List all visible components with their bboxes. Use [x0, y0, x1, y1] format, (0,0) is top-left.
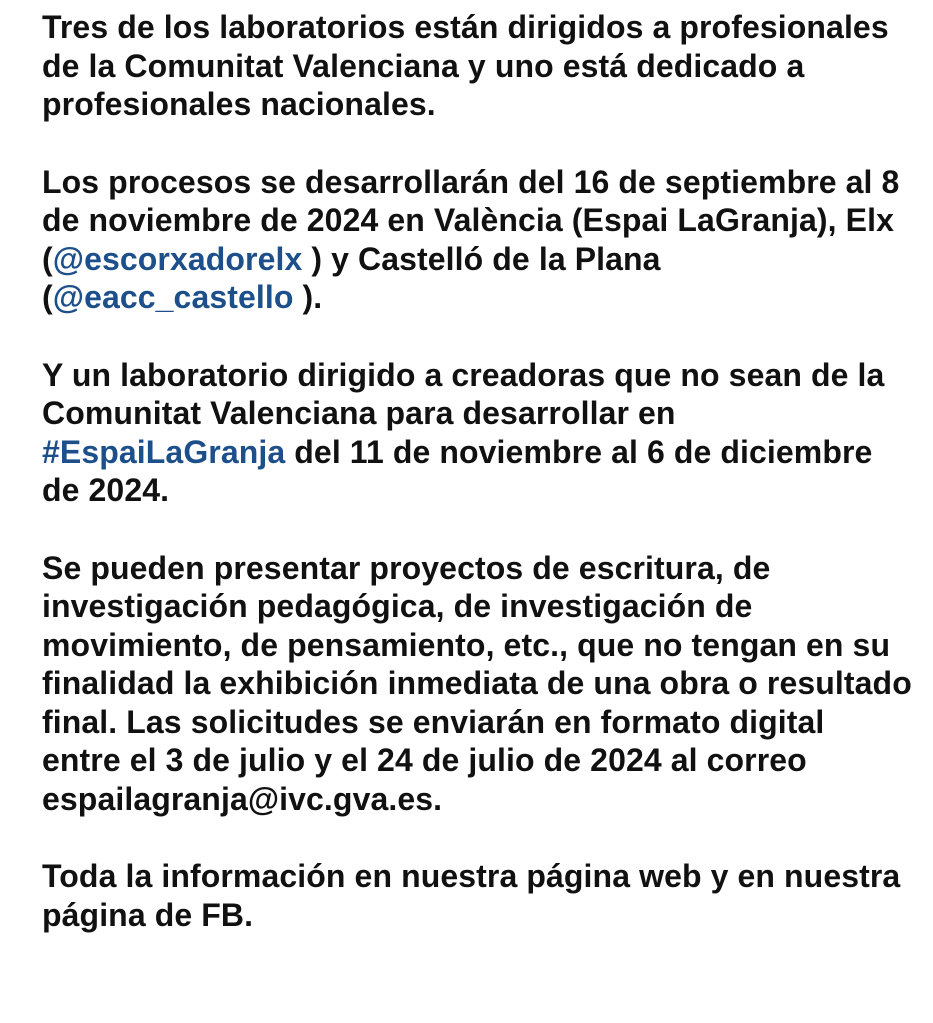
paragraph-creadoras-text-2: del 11 de noviembre al 6 de diciembre de 2024. [42, 433, 873, 508]
paragraph-laboratorios [42, 8, 912, 124]
paragraph-procesos-text-2: ) y Castelló de la Plana ( [42, 240, 661, 315]
paragraph-laboratorios-text: Tres de los laboratorios están dirigidos a profesionales de la Comunitat Valenciana y uno está dedicado a profesionales nacionales. [42, 9, 889, 122]
mention-eacc-castello-link[interactable]: @eacc_castello [52, 279, 294, 315]
paragraph-procesos-text-1: Los procesos se desarrollarán del 16 de septiembre al 8 de noviembre de 2024 en València (Espai LaGranja), Elx ( [42, 163, 900, 277]
mention-escorxadorelx-link[interactable]: @escorxadorelx [52, 240, 303, 277]
paragraph-proyectos [42, 549, 912, 819]
post-body [42, 8, 912, 934]
paragraph-informacion [42, 857, 912, 934]
paragraph-laboratorio-creadoras [42, 356, 912, 510]
hashtag-espailagranja-link[interactable]: #EspaiLaGranja [42, 433, 286, 470]
paragraph-informacion-text: Toda la información en nuestra página web y en nuestra página de FB. [42, 858, 901, 933]
paragraph-procesos-text-3: ). [293, 279, 323, 315]
paragraph-procesos [42, 163, 912, 317]
paragraph-proyectos-text: Se pueden presentar proyectos de escritura, de investigación pedagógica, de investigación de movimiento, de pensamiento, etc., que no tengan en su finalidad la exhibición inmediata de una obra o resultado final. Las solicitudes se enviarán en formato digital entre el 3 de julio y el 24 de julio de 2024 al correo espailagranja@ivc.gva.es. [42, 549, 912, 817]
paragraph-creadoras-text-1: Y un laboratorio dirigido a creadoras que no sean de la Comunitat Valenciana para desarrollar en [42, 356, 885, 431]
